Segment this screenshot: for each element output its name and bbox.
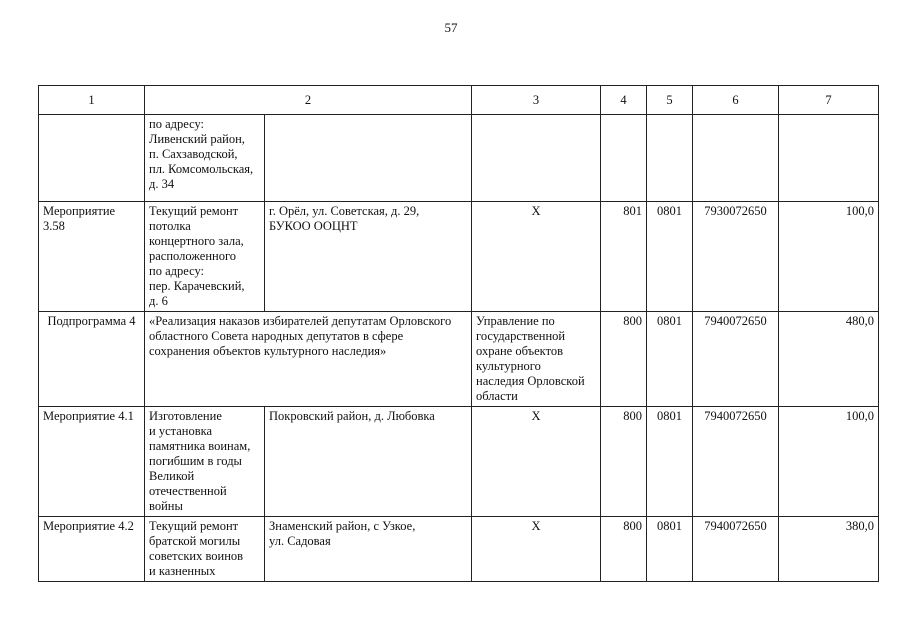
row-section: 0801 (647, 407, 693, 517)
row-section: 0801 (647, 312, 693, 407)
row-location: Покровский район, д. Любовка (265, 407, 472, 517)
row-grbs: 800 (601, 312, 647, 407)
row-executor: Х (472, 202, 601, 312)
row-amount: 100,0 (779, 407, 879, 517)
table-row (39, 407, 879, 517)
row-executor: Х (472, 517, 601, 582)
column-header-4: 4 (601, 86, 647, 115)
row-target: 7940072650 (693, 517, 779, 582)
page-number: 57 (444, 20, 458, 35)
row-name: Изготовление и установка памятника воинам, погибшим в годы Великой отечественной войны (145, 407, 265, 517)
row-target: 7940072650 (693, 407, 779, 517)
row-code: Мероприятие 4.2 (39, 517, 145, 582)
row-grbs: 801 (601, 202, 647, 312)
row-code (39, 115, 145, 202)
row-executor: Х (472, 407, 601, 517)
table-row (39, 202, 879, 312)
table-row (39, 312, 879, 407)
row-executor (472, 115, 601, 202)
table-row (39, 115, 879, 202)
row-executor: Управление по государственной охране объектов культурного наследия Орловской области (472, 312, 601, 407)
row-grbs (601, 115, 647, 202)
budget-table (38, 85, 879, 582)
row-section (647, 115, 693, 202)
row-amount: 480,0 (779, 312, 879, 407)
column-header-2: 2 (145, 86, 472, 115)
row-location (265, 115, 472, 202)
row-code: Подпрограмма 4 (39, 312, 145, 407)
row-location: Знаменский район, с Узкое, ул. Садовая (265, 517, 472, 582)
row-grbs: 800 (601, 407, 647, 517)
column-header-1: 1 (39, 86, 145, 115)
row-name: по адресу: Ливенский район, п. Сахзаводской, пл. Комсомольская, д. 34 (145, 115, 265, 202)
row-section: 0801 (647, 517, 693, 582)
table-header-row (39, 86, 879, 115)
row-target: 7930072650 (693, 202, 779, 312)
row-name: Текущий ремонт потолка концертного зала, расположенного по адресу: пер. Карачевский, д. 6 (145, 202, 265, 312)
row-name: «Реализация наказов избирателей депутатам Орловского областного Совета народных депутатов в сфере сохранения объектов культурного наследия» (145, 312, 472, 407)
row-code: Мероприятие 4.1 (39, 407, 145, 517)
row-section: 0801 (647, 202, 693, 312)
row-target: 7940072650 (693, 312, 779, 407)
row-target (693, 115, 779, 202)
row-amount (779, 115, 879, 202)
row-amount: 100,0 (779, 202, 879, 312)
row-code: Мероприятие 3.58 (39, 202, 145, 312)
column-header-6: 6 (693, 86, 779, 115)
row-name: Текущий ремонт братской могилы советских воинов и казненных (145, 517, 265, 582)
row-location: г. Орёл, ул. Советская, д. 29, БУКОО ООЦНТ (265, 202, 472, 312)
row-grbs: 800 (601, 517, 647, 582)
column-header-7: 7 (779, 86, 879, 115)
column-header-5: 5 (647, 86, 693, 115)
row-amount: 380,0 (779, 517, 879, 582)
table-row (39, 517, 879, 582)
column-header-3: 3 (472, 86, 601, 115)
